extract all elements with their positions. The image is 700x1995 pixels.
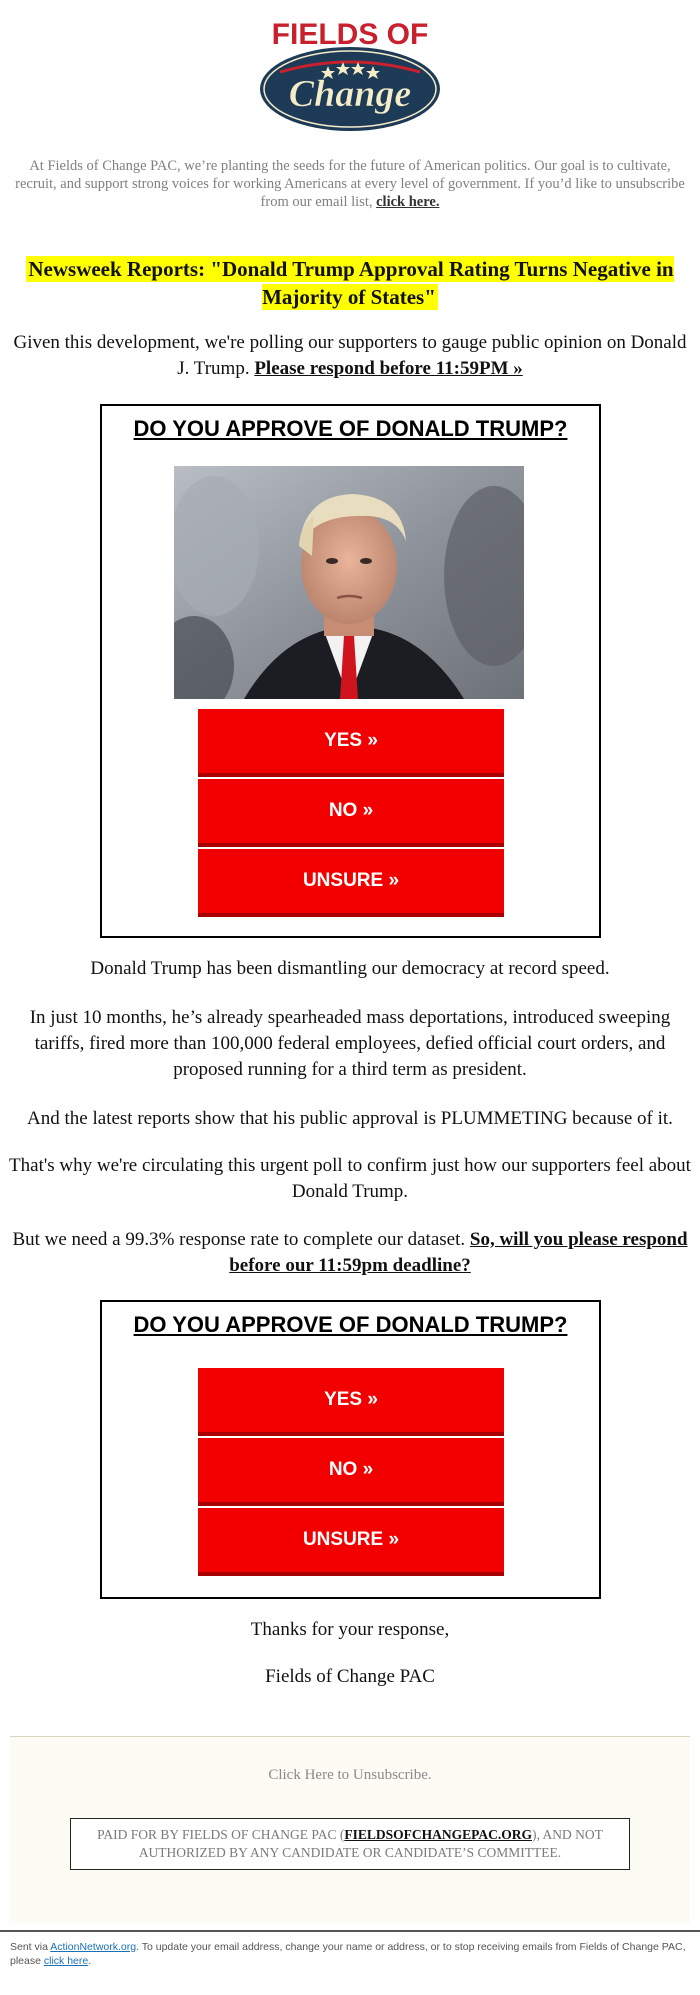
sent-via-notice [10, 1940, 690, 1968]
update-preferences-link[interactable]: click here [43, 1955, 89, 1967]
poll-box-1 [100, 404, 601, 938]
unsure-button-1[interactable]: UNSURE » [198, 849, 504, 917]
pac-website-link[interactable]: FIELDSOFCHANGEPAC.ORG [344, 1827, 532, 1842]
unsure-button-2[interactable]: UNSURE » [198, 1508, 504, 1576]
trump-photo [174, 466, 524, 699]
unsubscribe-link-top[interactable]: click here. [376, 194, 440, 210]
no-button-2[interactable]: NO » [198, 1438, 504, 1506]
intro-paragraph [10, 157, 690, 211]
thanks-text: Thanks for your response, [250, 1619, 450, 1640]
disclaimer-pre: PAID FOR BY FIELDS OF CHANGE PAC ( [97, 1827, 345, 1842]
headline-text: Newsweek Reports: "Donald Trump Approval Rating Turns Negative in Majority of States" [28, 257, 674, 309]
disclaimer-post: ), AND NOT AUTHORIZED BY ANY CANDIDATE OR CANDIDATE’S COMMITTEE. [138, 1827, 603, 1860]
sent-via-pre: Sent via [10, 1941, 48, 1953]
body-paragraph-1: Donald Trump has been dismantling our democracy at record speed. [90, 958, 610, 979]
sent-via-end: . [88, 1955, 92, 1967]
body-paragraph-4: That's why we're circulating this urgent poll to confirm just how our supporters feel about Donald Trump. [9, 1155, 691, 1202]
paid-for-disclaimer [70, 1818, 630, 1870]
body-paragraph-5 [8, 1227, 692, 1279]
lead-text: Given this development, we're polling our supporters to gauge public opinion on Donald J. Trump. [13, 332, 687, 379]
body-paragraph-5-text: But we need a 99.3% response rate to complete our dataset. [12, 1229, 466, 1250]
poll-title-2: DO YOU APPROVE OF DONALD TRUMP? [133, 1312, 568, 1337]
logo-text-top: FIELDS OF [271, 18, 429, 51]
yes-button-1[interactable]: YES » [198, 709, 504, 777]
unsubscribe-link-bottom[interactable]: Click Here to Unsubscribe. [268, 1767, 432, 1783]
respond-link[interactable]: Please respond before 11:59PM » [254, 358, 523, 379]
poll-title-1: DO YOU APPROVE OF DONALD TRUMP? [133, 416, 568, 441]
body-paragraph-2: In just 10 months, he’s already spearheaded mass deportations, introduced sweeping tariffs, fired more than 100,000 federal employees, defied official court orders, and proposed running for a third term as president. [29, 1007, 671, 1080]
actionnetwork-link[interactable]: ActionNetwork.org [50, 1941, 137, 1953]
body-paragraph-3: And the latest reports show that his public approval is PLUMMETING because of it. [27, 1108, 673, 1129]
yes-button-2[interactable]: YES » [198, 1368, 504, 1436]
lead-paragraph [8, 330, 692, 382]
no-button-1[interactable]: NO » [198, 779, 504, 847]
intro-text: At Fields of Change PAC, we’re planting the seeds for the future of American politics. Our goal is to cultivate, recruit, and support strong voices for working Americans at every level of government. If you’d like to unsubscribe from our email list, [15, 158, 685, 210]
headline [10, 255, 690, 311]
footer-separator [0, 1930, 700, 1932]
fields-of-change-logo [250, 14, 450, 134]
logo-text-script: Change [288, 73, 412, 115]
deadline-link[interactable]: So, will you please respond before our 11:59pm deadline? [229, 1229, 688, 1276]
poll-box-2 [100, 1300, 601, 1599]
sent-via-mid: . To update your email address, change your name or address, or to stop receiving emails from Fields of Change PAC, please [10, 1941, 686, 1967]
signature: Fields of Change PAC [265, 1666, 435, 1687]
